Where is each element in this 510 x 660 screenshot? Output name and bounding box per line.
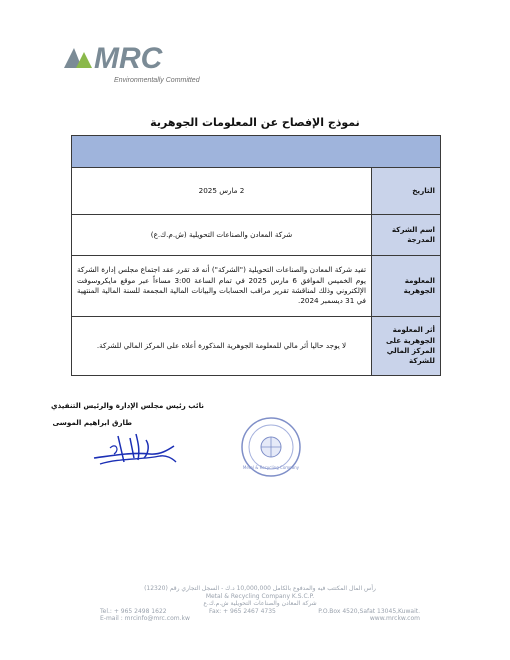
- table-row: [72, 317, 441, 376]
- table-row: [72, 215, 441, 256]
- footer-fax: Fax: + 965 2467 4735: [209, 607, 276, 615]
- footer-company-english: Metal & Recycling Company K.S.C.P.: [205, 592, 315, 600]
- material-info-label: المعلومة الجوهرية: [372, 256, 441, 317]
- company-name-label: اسم الشركة المدرجة: [372, 215, 441, 256]
- footer-web-line: [100, 615, 420, 623]
- date-value: 2 مارس 2025: [72, 168, 372, 215]
- signatory-title: نائب رئيس مجلس الإدارة والرئيس التنفيذي: [51, 401, 204, 410]
- footer-pobox: P.O.Box 4520,Safat 13045,Kuwait.: [318, 607, 420, 615]
- page-footer: [100, 585, 420, 623]
- company-seal: [240, 416, 302, 478]
- company-name-value: شركة المعادن والصناعات التحويلية (ش.م.ك.ع): [72, 215, 372, 256]
- logo-tagline: Environmentally Committed: [114, 77, 200, 84]
- footer-company-arabic: شركة المعادن والصناعات التحويلية ش.م.ك.ع: [203, 600, 317, 607]
- table-header-row: [72, 136, 441, 168]
- logo-wordmark: MRC: [94, 42, 163, 75]
- document-title: نموذج الإفصاح عن المعلومات الجوهرية: [150, 116, 360, 129]
- material-info-value: تفيد شركة المعادن والصناعات التحويلية ("الشركة") أنه قد تقرر عقد اجتماع مجلس إدارة الشركة يوم الخميس الموافق 6 مارس 2025 في تمام الساعة 3:00 مساءاً عبر موقع مايكروسوفت الإلكتروني وذلك لمناقشة تقرير مراقب الحسابات والبيانات المالية المجمعة للسنة المالية المنتهية في 31 ديسمبر 2024.: [72, 256, 372, 317]
- company-logo: [62, 38, 222, 94]
- handwritten-signature: [90, 428, 180, 472]
- footer-email[interactable]: E-mail : mrcinfo@mrc.com.kw: [100, 615, 190, 622]
- table-header-cell: [72, 136, 441, 168]
- signatory-name: طارق ابراهيم الموسى: [52, 418, 132, 427]
- footer-capital-line: رأس المال المكتتب فيه والمدفوع بالكامل 10,000,000 د.ك - السجل التجاري رقم (12320): [144, 585, 376, 592]
- financial-impact-label: أثر المعلومة الجوهرية على المركز المالي للشركة: [372, 317, 441, 376]
- disclosure-table: [71, 135, 441, 376]
- footer-tel: Tel.: + 965 2498 1622: [100, 607, 167, 615]
- table-row: [72, 256, 441, 317]
- seal-text: Metal & Recycling Company: [242, 465, 300, 470]
- financial-impact-value: لا يوجد حاليا أثر مالي للمعلومة الجوهرية المذكورة أعلاه على المركز المالي للشركة.: [72, 317, 372, 376]
- table-row: [72, 168, 441, 215]
- date-label: التاريخ: [372, 168, 441, 215]
- footer-contact-line: [100, 608, 420, 616]
- footer-website[interactable]: www.mrckw.com: [369, 615, 420, 622]
